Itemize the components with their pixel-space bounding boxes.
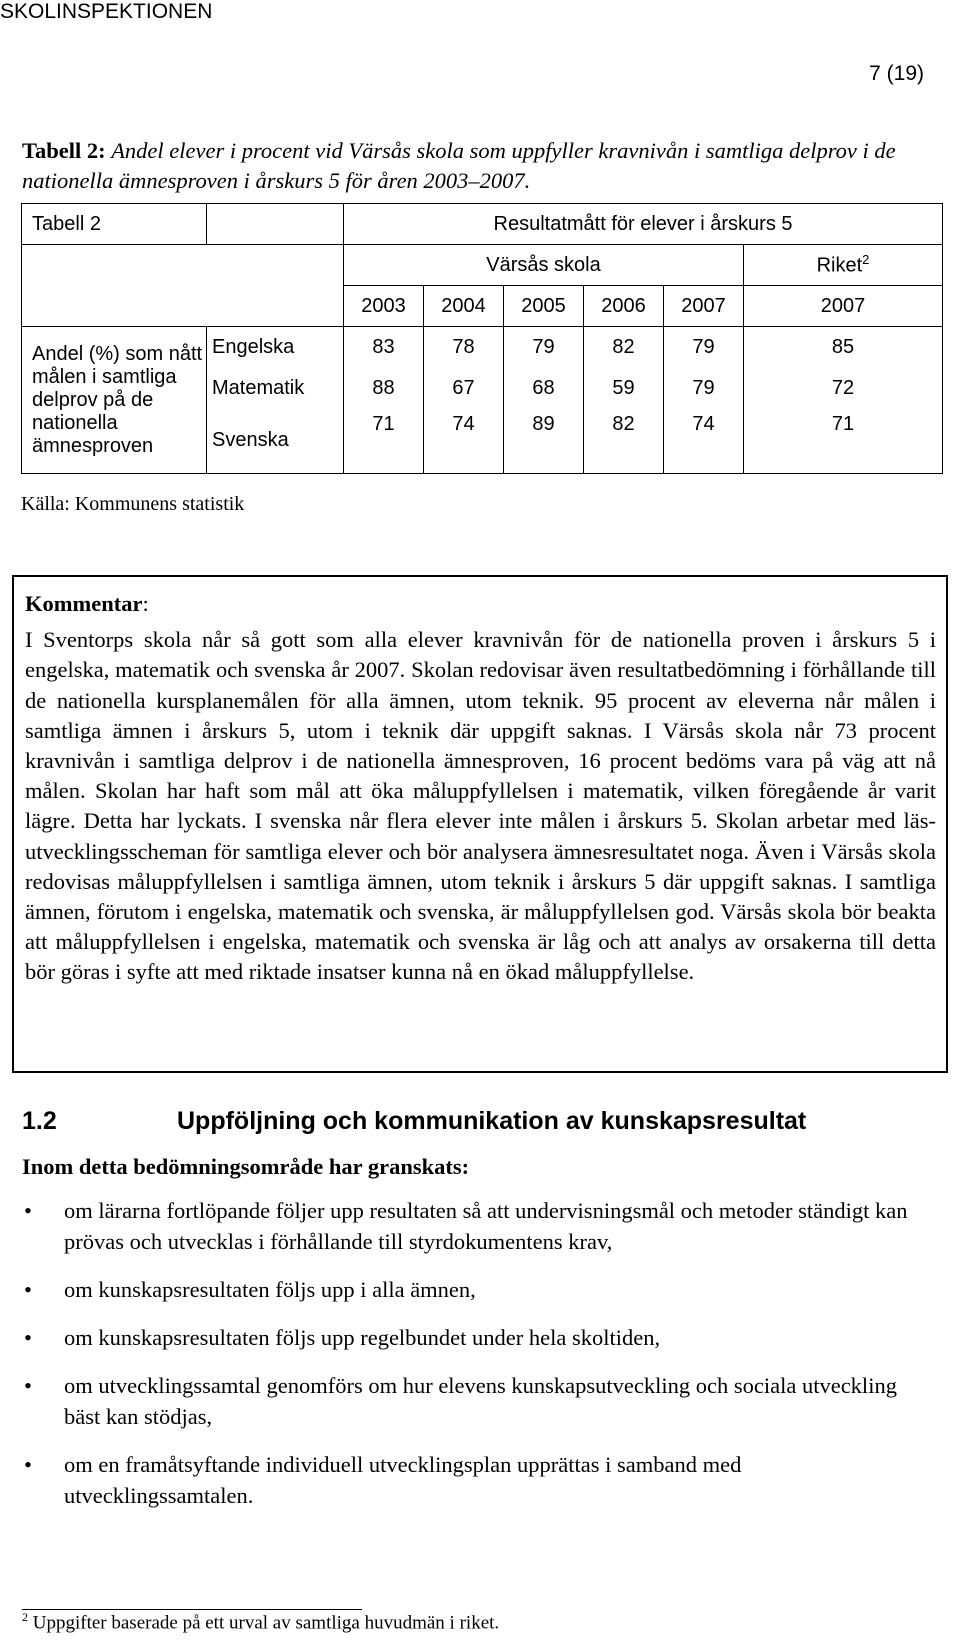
riket-cell: 71 <box>744 409 943 474</box>
year-header: 2007 <box>664 286 744 327</box>
footnote-mark: 2 <box>22 1610 28 1624</box>
table-corner: Tabell 2 <box>22 204 207 245</box>
table-caption <box>22 136 932 196</box>
value-cell: 59 <box>584 368 664 409</box>
footnote <box>22 1610 499 1634</box>
year-header: 2005 <box>504 286 584 327</box>
list-item: • om utvecklingssamtal genomförs om hur elevens kunskapsutveckling och sociala utveckling bäst kan stödjas, <box>22 1370 922 1432</box>
value-cell: 67 <box>424 368 504 409</box>
footnote-text: Uppgifter baserade på ett urval av samtliga huvudmän i riket. <box>32 1612 500 1634</box>
bullet-icon: • <box>24 1373 32 1398</box>
subject-label: Svenska <box>207 409 344 474</box>
header-org: SKOLINSPEKTIONEN <box>0 0 213 23</box>
page-number: 7 (19) <box>869 62 924 85</box>
subject-label: Engelska <box>207 327 344 368</box>
value-cell: 68 <box>504 368 584 409</box>
list-item: • om kunskapsresultaten följs upp i alla ämnen, <box>22 1274 922 1305</box>
value-cell: 71 <box>344 409 424 474</box>
section-heading <box>22 1107 806 1136</box>
country-header: Riket$^2$ <box>744 245 943 286</box>
year-header: 2006 <box>584 286 664 327</box>
row-label: Andel (%) som nått målen i samtliga delprov på de nationella ämnesproven <box>22 327 207 474</box>
value-cell: 89 <box>504 409 584 474</box>
value-cell: 82 <box>584 327 664 368</box>
list-item: • om lärarna fortlöpande följer upp resultaten så att undervisningsmål och metoder ständigt kan prövas och utvecklas i förhållande till styrdokumentens krav, <box>22 1195 922 1257</box>
subject-label: Matematik <box>207 368 344 409</box>
section-title: Uppföljning och kommunikation av kunskapsresultat <box>177 1107 807 1135</box>
source-note: Källa: Kommunens statistik <box>21 493 245 515</box>
value-cell: 79 <box>664 327 744 368</box>
country-year-header: 2007 <box>744 286 943 327</box>
riket-cell: 85 <box>744 327 943 368</box>
caption-text: Andel elever i procent vid Värsås skola som uppfyller kravnivån i samtliga delprov i de nationella ämnesproven i årskurs 5 för åren 2003–2007. <box>22 138 896 193</box>
section-number: 1.2 <box>22 1107 57 1135</box>
value-cell: 74 <box>664 409 744 474</box>
bullet-icon: • <box>24 1452 32 1477</box>
school-header: Värsås skola <box>344 245 744 286</box>
list-item: • om en framåtsyftande individuell utvecklingsplan upprättas i samband med utvecklingssamtalen. <box>22 1449 922 1511</box>
value-cell: 79 <box>664 368 744 409</box>
criteria-list <box>22 1195 922 1528</box>
header-empty-cell <box>22 245 344 327</box>
bullet-icon: • <box>24 1325 32 1350</box>
comment-box <box>12 575 948 1073</box>
comment-text: I Sventorps skola når så gott som alla elever kravnivån för de nationella proven i årskurs 5 i engelska, matematik och svenska år 2007. Skolan redovisar även resultatbedömning i förhållande till de nationella kursplanemålen för alla ämnen, utom teknik. 95 procent av eleverna når målen i samtliga ämnen i årskurs 5, utom i teknik där uppgift saknas. I Värsås skola når 73 procent kravnivån i samtliga delprov i de nationella ämnesproven, 16 procent bedöms vara på väg att nå målen. Skolan har haft som mål att öka måluppfyllelsen i matematik, vilken föregående år varit lägre. Detta har lyckats. I svenska når flera elever inte målen i årskurs 5. Skolan arbetar med läsutvecklingsscheman för samtliga elever och bör analysera ämnesresultatet noga. Även i Värsås skola redovisas måluppfyllelsen i samtliga ämnen, utom teknik i årskurs 5 där uppgift saknas. I samtliga ämnen, förutom i engelska, matematik och svenska, är måluppfyllelsen god. Värsås skola bör beakta att måluppfyllelsen i engelska, matematik och svenska är låg och att analys av orsakerna till detta bör göras i syfte att med riktade insatser kunna nå en ökad måluppfyllelse. <box>25 627 936 985</box>
caption-label: Tabell 2: <box>22 138 106 163</box>
value-cell: 79 <box>504 327 584 368</box>
value-cell: 78 <box>424 327 504 368</box>
results-table <box>21 203 943 474</box>
subheading: Inom detta bedömningsområde har granskats: <box>22 1154 470 1179</box>
bullet-icon: • <box>24 1277 32 1302</box>
table-title: Resultatmått för elever i årskurs 5 <box>344 204 943 245</box>
bullet-icon: • <box>24 1198 32 1223</box>
value-cell: 83 <box>344 327 424 368</box>
comment-label: Kommentar: <box>25 591 149 616</box>
value-cell: 82 <box>584 409 664 474</box>
value-cell: 88 <box>344 368 424 409</box>
value-cell: 74 <box>424 409 504 474</box>
riket-cell: 72 <box>744 368 943 409</box>
year-header: 2004 <box>424 286 504 327</box>
year-header: 2003 <box>344 286 424 327</box>
list-item: • om kunskapsresultaten följs upp regelbundet under hela skoltiden, <box>22 1322 922 1353</box>
